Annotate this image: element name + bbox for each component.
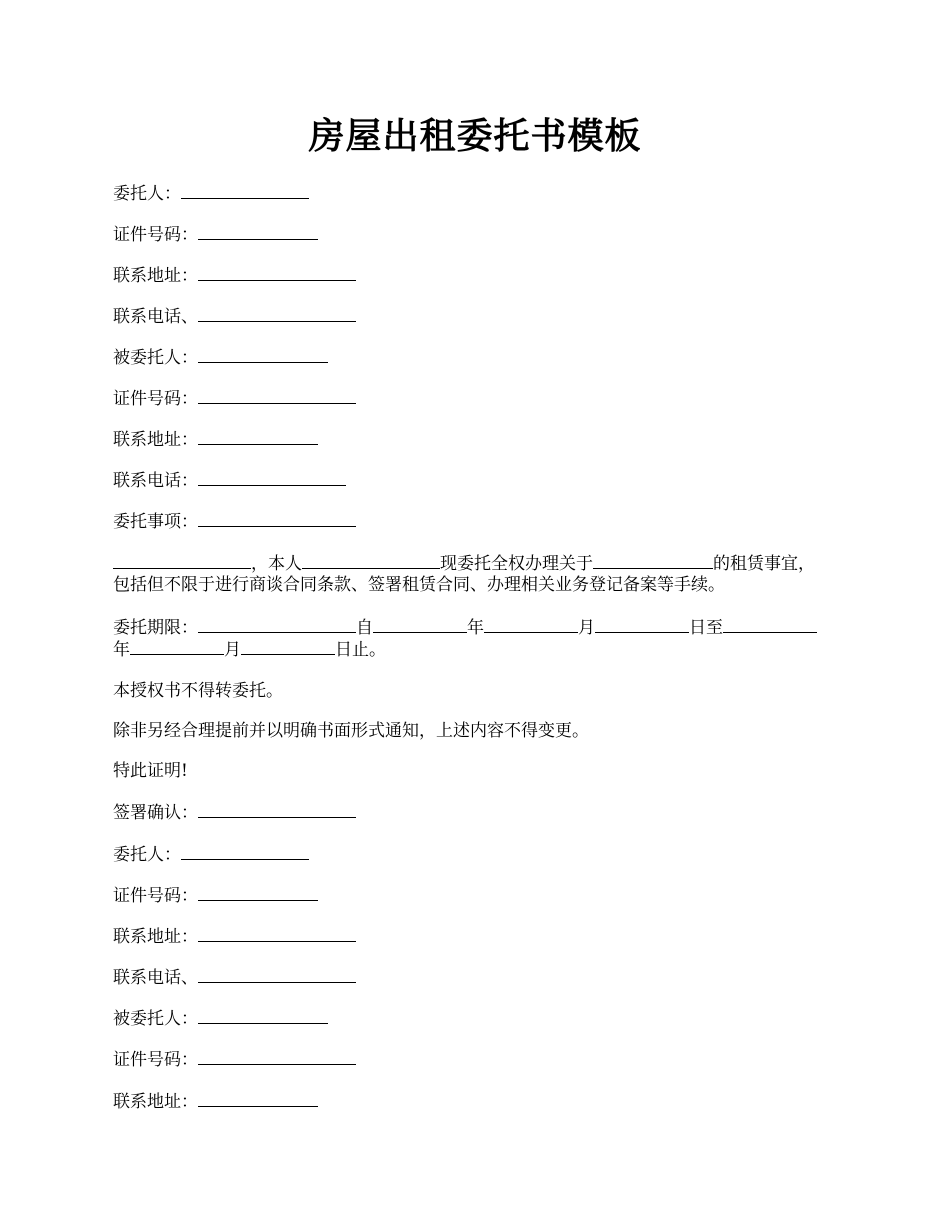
- term-text: 日止。: [335, 640, 386, 660]
- field-label: 证件号码：: [113, 225, 198, 245]
- field-label: 被委托人：: [113, 1009, 198, 1029]
- blank-line: [198, 1090, 318, 1107]
- field-label: 委托事项：: [113, 512, 198, 532]
- blank-line: [198, 428, 318, 445]
- blank-line: [723, 616, 817, 633]
- field-label: 联系地址：: [113, 430, 198, 450]
- field-label: 委托人：: [113, 845, 181, 865]
- blank-line: [181, 843, 309, 860]
- statement-certify: 特此证明!: [113, 761, 188, 781]
- field-client: [113, 182, 309, 205]
- field-label: 联系地址：: [113, 266, 198, 286]
- document-title: 房屋出租委托书模板: [308, 115, 642, 157]
- blank-line: [198, 469, 346, 486]
- field-client-id-2: [113, 884, 318, 907]
- field-label: 联系电话、: [113, 968, 198, 988]
- field-client-phone: [113, 305, 356, 328]
- blank-line: [302, 552, 440, 569]
- blank-line: [593, 552, 713, 569]
- field-label: 被委托人：: [113, 348, 198, 368]
- term-text: 年: [467, 618, 484, 638]
- field-agent-address-2: [113, 1090, 318, 1113]
- field-client-2: [113, 843, 309, 866]
- term-text: 日至: [689, 618, 723, 638]
- field-client-id: [113, 223, 318, 246]
- blank-line: [198, 346, 328, 363]
- term-text: 月: [224, 640, 241, 660]
- blank-line: [198, 966, 356, 983]
- field-client-phone-2: [113, 966, 356, 989]
- blank-line: [198, 387, 356, 404]
- blank-line: [484, 616, 578, 633]
- blank-line: [198, 223, 318, 240]
- authorization-paragraph-line2: 包括但不限于进行商谈合同条款、签署租赁合同、办理相关业务登记备案等手续。: [113, 575, 725, 595]
- field-agent-id: [113, 387, 356, 410]
- field-agent-phone: [113, 469, 346, 492]
- field-agent-2: [113, 1007, 328, 1030]
- field-label: 证件号码：: [113, 886, 198, 906]
- field-matter: [113, 510, 356, 533]
- blank-line: [595, 616, 689, 633]
- term-line2: [113, 638, 386, 661]
- paragraph-text: 的租赁事宜，: [713, 554, 815, 574]
- field-client-address: [113, 264, 356, 287]
- field-label: 签署确认：: [113, 803, 198, 823]
- field-agent: [113, 346, 328, 369]
- field-label: 联系电话、: [113, 307, 198, 327]
- field-label: 联系地址：: [113, 1092, 198, 1112]
- field-label: 证件号码：: [113, 389, 198, 409]
- field-label: 联系电话：: [113, 471, 198, 491]
- field-agent-id-2: [113, 1048, 356, 1071]
- field-agent-address: [113, 428, 318, 451]
- blank-line: [198, 510, 356, 527]
- term-text: 月: [578, 618, 595, 638]
- blank-line: [198, 1007, 328, 1024]
- statement-no-change: 除非另经合理提前并以明确书面形式通知，上述内容不得变更。: [113, 721, 589, 741]
- paragraph-text: 现委托全权办理关于: [440, 554, 593, 574]
- term-line: [113, 616, 817, 639]
- field-label: 证件号码：: [113, 1050, 198, 1070]
- term-label: 委托期限：: [113, 618, 198, 638]
- field-label: 委托人：: [113, 184, 181, 204]
- field-client-address-2: [113, 925, 356, 948]
- blank-line: [181, 182, 309, 199]
- blank-line: [198, 1048, 356, 1065]
- term-text: 年: [113, 640, 130, 660]
- blank-line: [198, 884, 318, 901]
- blank-line: [113, 552, 251, 569]
- blank-line: [130, 638, 224, 655]
- paragraph-text: ，本人: [251, 554, 302, 574]
- field-sign-confirm: [113, 801, 356, 824]
- blank-line: [373, 616, 467, 633]
- term-text: 自: [356, 618, 373, 638]
- blank-line: [198, 801, 356, 818]
- blank-line: [198, 616, 356, 633]
- statement-no-subdelegation: 本授权书不得转委托。: [113, 681, 283, 701]
- blank-line: [198, 925, 356, 942]
- blank-line: [198, 264, 356, 281]
- blank-line: [241, 638, 335, 655]
- field-label: 联系地址：: [113, 927, 198, 947]
- blank-line: [198, 305, 356, 322]
- authorization-paragraph: [113, 552, 815, 575]
